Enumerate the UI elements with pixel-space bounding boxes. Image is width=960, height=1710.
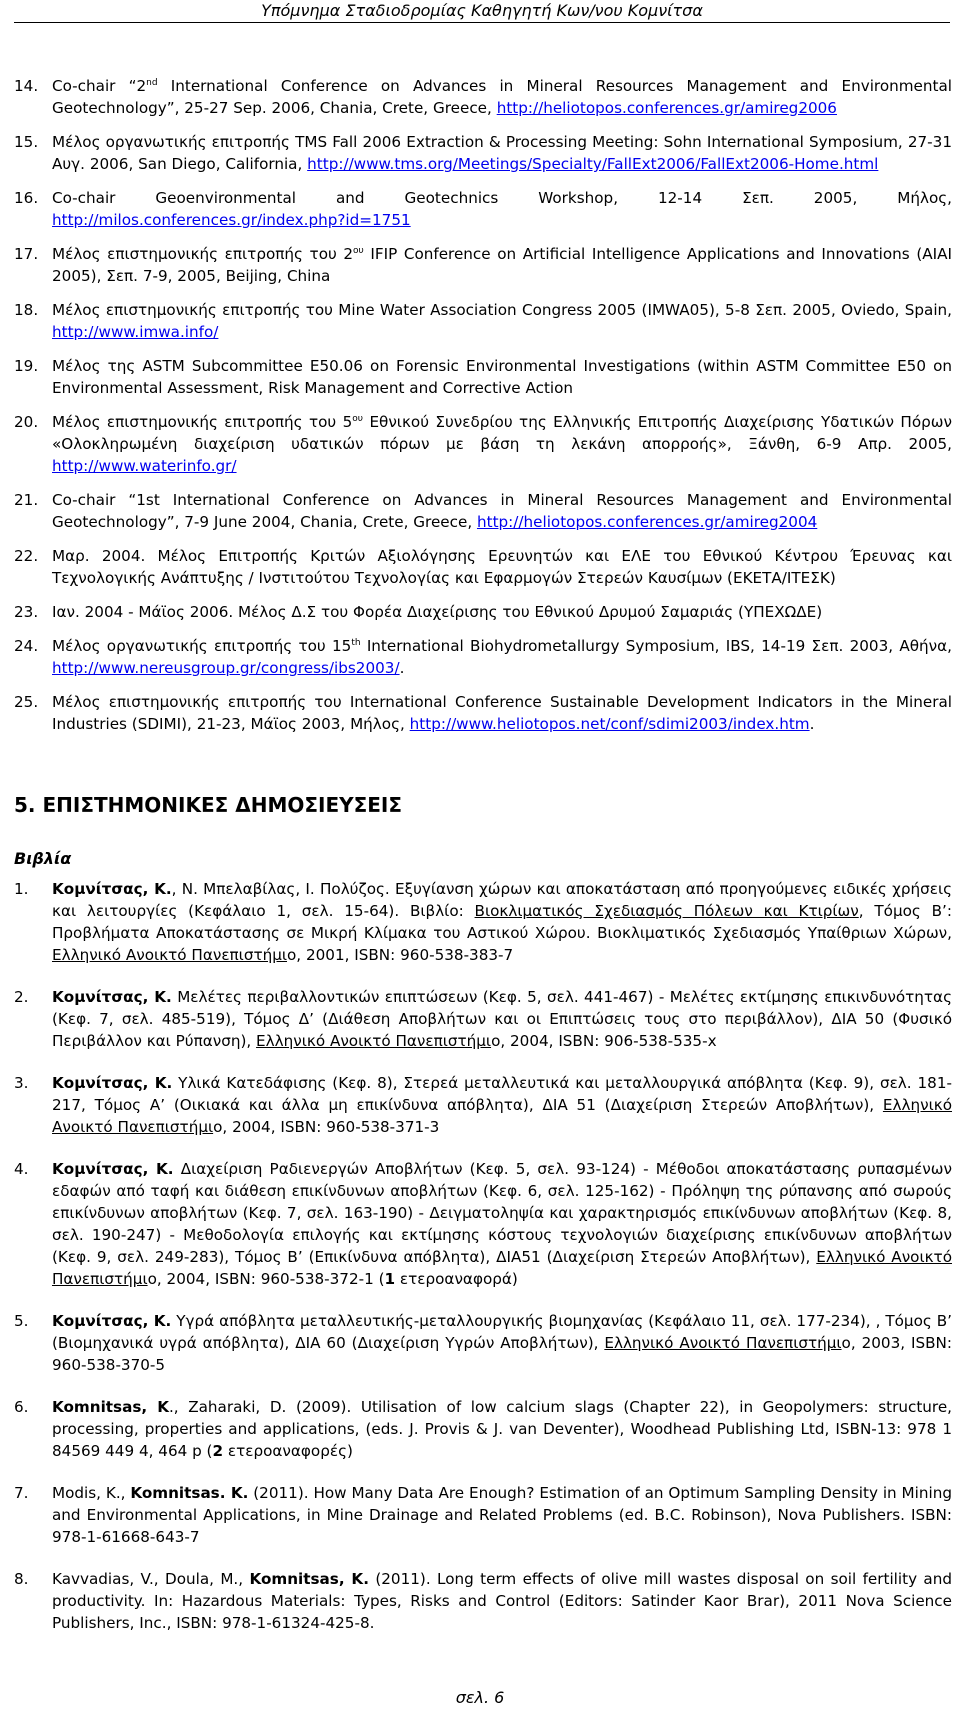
list-item: 17. Μέλος επιστημονικής επιτροπής του $2^{o\upsilon}$ IFIP Conference on Artificial Intelligence Applications and Innovations (AIAI 2005), Σεπ. 7-9, 2005, Beijing, China [14, 245, 952, 285]
page-header: Υπόμνημα Σταδιοδρομίας Καθηγητή Κων/νου Κομνίτσα [14, 0, 950, 23]
activities-list [14, 75, 952, 735]
list-item: 22. Μαρ. 2004. Μέλος Επιτροπής Κριτών Αξιολόγησης Ερευνητών και ΕΛΕ του Εθνικού Κέντρου Έρευνας και Τεχνολογικής Ανάπτυξης / Ινστιτούτου Τεχνολογίας και Εφαρμογών Στερεών Καυσίμων (ΕΚΕΤΑ/ΙΤΕΣΚ) [14, 547, 952, 587]
list-item: 18. Μέλος επιστημονικής επιτροπής του Mine Water Association Congress 2005 (IMWA05), 5-8 Σεπ. 2005, Oviedo, Spain, http://www.imwa.info/ [14, 301, 952, 341]
book-item: 1. Κομνίτσας, Κ., Ν. Μπελαβίλας, Ι. Πολύζος. Εξυγίανση χώρων και αποκατάσταση από προηγούμενες ειδικές χρήσεις και λειτουργίες (Κεφάλαιο 1, σελ. 15-64). Βιβλίο: Βιοκλιματικός Σχεδιασμός Πόλεων και Κτιρίων, Τόμος Β’: Προβλήματα Αποκατάστασης σε Μικρή Κλίμακα του Αστικού Χώρου. Βιοκλιματικός Σχεδιασμός Υπαίθριων Χώρων, Ελληνικό Ανοικτό Πανεπιστήμιο, 2001, ISBN: 960-538-383-7 [14, 880, 952, 964]
list-item: 15. Μέλος οργανωτικής επιτροπής TMS Fall 2006 Extraction & Processing Meeting: Sohn International Symposium, 27-31 Αυγ. 2006, San Diego, California, http://www.tms.org/Meetings/Specialty/FallExt2006/FallExt2006-Home.html [14, 133, 952, 173]
conference-link[interactable]: http://www.nereusgroup.gr/congress/ibs2003/ [52, 659, 400, 677]
conference-link[interactable]: http://www.tms.org/Meetings/Specialty/FallExt2006/FallExt2006-Home.html [307, 155, 879, 173]
book-item: 4. Κομνίτσας, Κ. Διαχείριση Ραδιενεργών Αποβλήτων (Κεφ. 5, σελ. 93-124) - Μέθοδοι αποκατάστασης ρυπασμένων εδαφών από ταφή και διάθεση επικίνδυνων αποβλήτων (Κεφ. 6, σελ. 125-162) - Πρόληψη της ρύπανσης από σωρούς επικίνδυνων αποβλήτων (Κεφ. 7, σελ. 163-190) - Δειγματοληψία και χαρακτηρισμός επικίνδυνων αποβλήτων (Κεφ. 8, σελ. 190-247) - Μεθοδολογία επιλογής και εκτίμησης κόστους τεχνολογιών διαχείρισης επικίνδυνων αποβλήτων (Κεφ. 9, σελ. 249-283), Τόμος Β’ (Επικίνδυνα απόβλητα), ΔΙΑ51 (Διαχείριση Στερεών Αποβλήτων), Ελληνικό Ανοικτό Πανεπιστήμιο, 2004, ISBN: 960-538-372-1 (1 ετεροαναφορά) [14, 1160, 952, 1288]
book-item: 8. Kavvadias, V., Doula, M., Komnitsas, K. (2011). Long term effects of olive mill wastes disposal on soil fertility and productivity. In: Hazardous Materials: Types, Risks and Control (Editors: Satinder Kaor Brar), 2011 Nova Science Publishers, Inc., ISBN: 978-1-61324-425-8. [14, 1570, 952, 1632]
list-item: 20. Μέλος επιστημονικής επιτροπής του $5^{o\upsilon}$ Εθνικού Συνεδρίου της Ελληνικής Επιτροπής Διαχείρισης Υδατικών Πόρων «Ολοκληρωμένη διαχείριση υδατικών πόρων με βάση τη λεκάνη απορροής», Ξάνθη, 6-9 Απρ. 2005, http://www.waterinfo.gr/ [14, 413, 952, 475]
list-item: 19. Μέλος της ASTM Subcommittee E50.06 on Forensic Environmental Investigations (within ASTM Committee E50 on Environmental Assessment, Risk Management and Corrective Action [14, 357, 952, 397]
conference-link[interactable]: http://heliotopos.conferences.gr/amireg2004 [476, 513, 818, 531]
book-item: 7. Modis, K., Komnitsas. K. (2011). How Many Data Are Enough? Estimation of an Optimum Sampling Density in Mining and Environmental Applications, in Mine Drainage and Related Problems (ed. B.C. Robinson), Nova Publishers. ISBN: 978-1-61668-643-7 [14, 1484, 952, 1546]
page-content [14, 75, 952, 1654]
books-list [14, 878, 952, 1634]
subsection-title: Βιβλία [14, 849, 72, 868]
book-item: 5. Κομνίτσας, Κ. Υγρά απόβλητα μεταλλευτικής-μεταλλουργικής βιομηχανίας (Κεφάλαιο 11, σελ. 177-234), , Τόμος Β’ (Βιομηχανικά υγρά απόβλητα), ΔΙΑ 60 (Διαχείριση Υγρών Αποβλήτων), Ελληνικό Ανοικτό Πανεπιστήμιο, 2003, ISBN: 960-538-370-5 [14, 1312, 952, 1374]
book-item: 6. Komnitsas, K., Zaharaki, D. (2009). Utilisation of low calcium slags (Chapter 22), in Geopolymers: structure, processing, properties and applications, (eds. J. Provis & J. van Deventer), Woodhead Publishing Ltd, ISBN-13: 978 1 84569 449 4, 464 p (2 ετεροαναφορές) [14, 1398, 952, 1460]
conference-link[interactable]: http://heliotopos.conferences.gr/amireg2006 [496, 99, 837, 117]
conference-link[interactable]: http://milos.conferences.gr/index.php?id=1751 [52, 211, 411, 229]
conference-link[interactable]: http://www.imwa.info/ [52, 323, 219, 341]
list-item: 16. Co-chair Geoenvironmental and Geotechnics Workshop, 12-14 Σεπ. 2005, Μήλος, http://milos.conferences.gr/index.php?id=1751 [14, 189, 952, 229]
page-number: σελ. 6 [455, 1688, 505, 1707]
book-item: 3. Κομνίτσας, Κ. Υλικά Κατεδάφισης (Κεφ. 8), Στερεά μεταλλευτικά και μεταλλουργικά απόβλητα (Κεφ. 9), σελ. 181-217, Τόμος Α’ (Οικιακά και άλλα μη επικίνδυνα απόβλητα), ΔΙΑ 51 (Διαχείριση Στερεών Αποβλήτων), Ελληνικό Ανοικτό Πανεπιστήμιο, 2004, ISBN: 960-538-371-3 [14, 1074, 952, 1136]
conference-link[interactable]: http://www.heliotopos.net/conf/sdimi2003/index.htm [409, 715, 810, 733]
list-item: 23. Ιαν. 2004 - Μάϊος 2006. Μέλος Δ.Σ του Φορέα Διαχείρισης του Εθνικού Δρυμού Σαμαριάς (ΥΠΕΧΩΔΕ) [14, 603, 823, 621]
list-item: 21. Co-chair “1st International Conference on Advances in Mineral Resources Management and Environmental Geotechnology”, 7-9 June 2004, Chania, Crete, Greece, http://heliotopos.conferences.gr/amireg2004 [14, 491, 952, 531]
list-item: 25. Μέλος επιστημονικής επιτροπής του International Conference Sustainable Development Indicators in the Mineral Industries (SDIMI), 21-23, Μάϊος 2003, Μήλος, http://www.heliotopos.net/conf/sdimi2003/index.htm. [14, 693, 952, 733]
list-item: 24. Μέλος οργανωτικής επιτροπής του 15th International Biohydrometallurgy Symposium, IBS, 14-19 Σεπ. 2003, Αθήνα, http://www.nereusgroup.gr/congress/ibs2003/. [14, 637, 952, 677]
list-item: 14. Co-chair “2nd International Conference on Advances in Mineral Resources Management and Environmental Geotechnology”, 25-27 Sep. 2006, Chania, Crete, Greece, http://heliotopos.conferences.gr/amireg2006 [14, 77, 953, 117]
section-title: 5. ΕΠΙΣΤΗΜΟΝΙΚΕΣ ΔΗΜΟΣΙΕΥΣΕΙΣ [14, 793, 403, 817]
book-item: 2. Κομνίτσας, Κ. Μελέτες περιβαλλοντικών επιπτώσεων (Κεφ. 5, σελ. 441-467) - Μελέτες εκτίμησης επικινδυνότητας (Κεφ. 7, σελ. 485-519), Τόμος Δ’ (Διάθεση Αποβλήτων και οι Επιπτώσεις τους στο περιβάλλον), ΔΙΑ 50 (Φυσικό Περιβάλλον και Ρύπανση), Ελληνικό Ανοικτό Πανεπιστήμιο, 2004, ISBN: 906-538-535-x [14, 988, 952, 1050]
conference-link[interactable]: http://www.waterinfo.gr/ [52, 457, 237, 475]
